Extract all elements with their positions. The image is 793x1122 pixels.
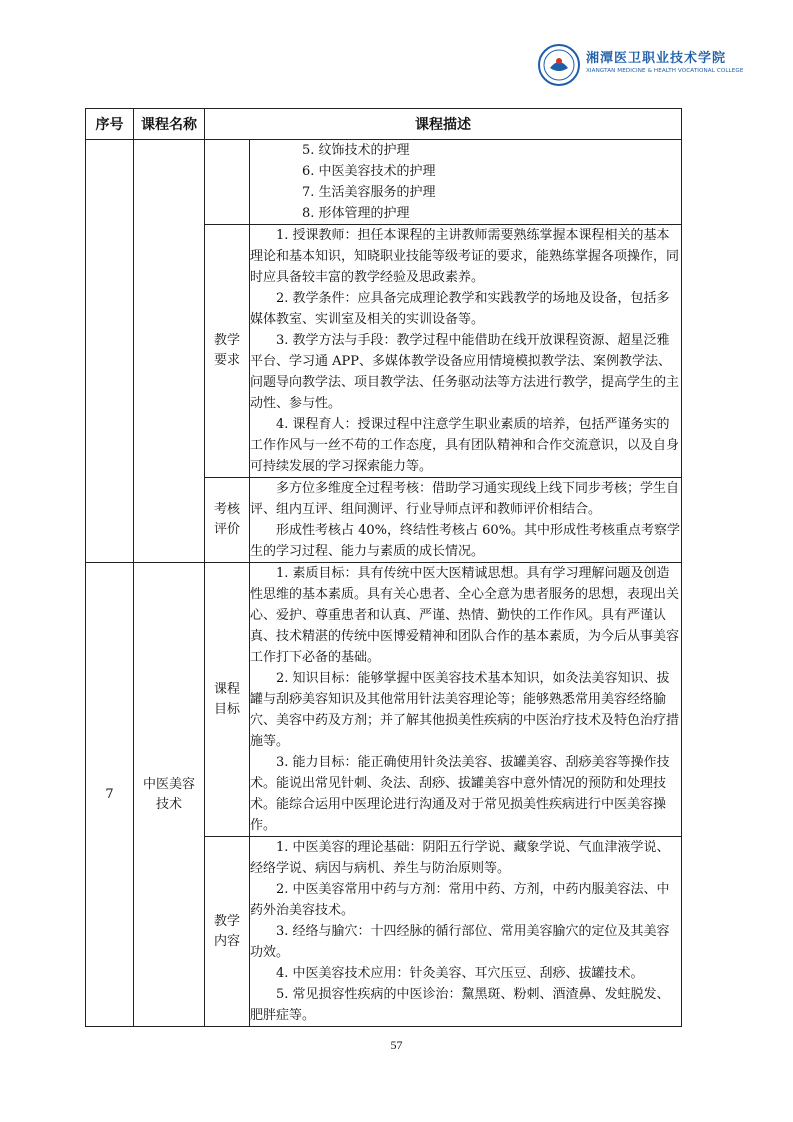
eval-paragraph: 形成性考核占 40%，终结性考核占 60%。其中形成性考核重点考察学生的学习过程、能力与素质的成长情况。 [250, 523, 681, 559]
req-cell [250, 225, 682, 478]
goal-paragraph: 2. 知识目标：能够掌握中医美容技术基本知识，如灸法美容知识、拔罐与刮痧美容知识及其他常用针法美容理论等；能够熟悉常用美容经络腧穴、美容中药及方剂；并了解其他损美性疾病的中医治疗技术及特色治疗措施等。 [250, 671, 680, 749]
goal-label-line: 目标 [213, 701, 240, 717]
eval-paragraph: 多方位多维度全过程考核：借助学习通实现线上线下同步考核；学生自评、组内互评、组间测评、行业导师点评和教师评价相结合。 [250, 481, 680, 517]
eval-label-line: 考核 [213, 502, 240, 517]
college-name-cn: 湘潭医卫职业技术学院 [586, 51, 727, 66]
eval-label-cell [205, 478, 250, 563]
prev-content-label-cell [205, 140, 250, 225]
content-cell [250, 837, 682, 1027]
goal-cell [250, 563, 682, 837]
prev-number-cell [86, 140, 134, 563]
eval-label-line: 评价 [213, 522, 240, 537]
content-label-line: 内容 [213, 933, 240, 949]
req-paragraph: 1. 授课教师：担任本课程的主讲教师需要熟练掌握本课程相关的基本理论和基本知识，知晓职业技能等级考证的要求，能熟练掌握各项操作，同时应具备较丰富的教学经验及思政素养。 [250, 228, 680, 285]
header-number: 序号 [86, 109, 134, 140]
table-row [86, 563, 682, 837]
list-item: 6. 中医美容技术的护理 [302, 164, 436, 179]
req-label-line: 教学 [213, 333, 240, 348]
req-paragraph: 4. 课程育人：授课过程中注意学生职业素质的培养，包括严谨务实的工作作风与一丝不苟的工作态度，具有团队精神和合作交流意识，以及自身可持续发展的学习探索能力等。 [250, 417, 680, 474]
header-course-name: 课程名称 [134, 109, 205, 140]
prev-content-cell [250, 140, 682, 225]
course-name-line: 技术 [155, 796, 182, 812]
course-name-line: 中医美容 [142, 776, 195, 792]
req-label-line: 要求 [213, 353, 240, 368]
content-paragraph: 5. 常见损容性疾病的中医诊治：黧黑斑、粉刺、酒渣鼻、发蛀脱发、肥胖症等。 [250, 987, 670, 1023]
content-paragraph: 3. 经络与腧穴：十四经脉的循行部位、常用美容腧穴的定位及其美容功效。 [250, 924, 670, 960]
table-row [86, 140, 682, 225]
course-name-cell [134, 563, 205, 1027]
course-number-cell: 7 [86, 563, 134, 1027]
list-item: 7. 生活美容服务的护理 [302, 185, 436, 200]
req-paragraph: 2. 教学条件：应具备完成理论教学和实践教学的场地及设备，包括多媒体教室、实训室及相关的实训设备等。 [250, 291, 670, 327]
college-seal-icon [538, 44, 580, 86]
header-course-description: 课程描述 [205, 109, 682, 140]
list-item: 5. 纹饰技术的护理 [302, 143, 410, 158]
eval-cell [250, 478, 682, 563]
goal-paragraph: 3. 能力目标：能正确使用针灸法美容、拔罐美容、刮痧美容等操作技术。能说出常见针刺、灸法、刮痧、拔罐美容中意外情况的预防和处理技术。能综合运用中医理论进行沟通及对于常见损美性疾病进行中医美容操作。 [250, 755, 670, 833]
table-header-row [86, 109, 682, 140]
list-item: 8. 形体管理的护理 [302, 206, 410, 221]
goal-label-line: 课程 [213, 681, 240, 697]
content-paragraph: 1. 中医美容的理论基础：阴阳五行学说、藏象学说、气血津液学说、经络学说、病因与病机、养生与防治原则等。 [250, 840, 670, 876]
course-table [85, 108, 682, 1027]
req-paragraph: 3. 教学方法与手段：教学过程中能借助在线开放课程资源、超星泛雅平台、学习通 APP、多媒体教学设备应用情境模拟教学法、案例教学法、问题导向教学法、项目教学法、任务驱动法等方法进行教学，提高学生的主动性、参与性。 [250, 333, 680, 411]
goal-label-cell [205, 563, 250, 837]
content-label-line: 教学 [213, 913, 240, 929]
goal-paragraph: 1. 素质目标：具有传统中医大医精诚思想。具有学习理解问题及创造性思维的基本素质。具有关心患者、全心全意为患者服务的思想，表现出关心、爱护、尊重患者和认真、严谨、热情、勤快的工作作风。具有严谨认真、技术精湛的传统中医博爱精神和团队合作的基本素质，为今后从事美容工作打下必备的基础。 [250, 566, 680, 665]
page-number: 57 [390, 1038, 403, 1052]
content-paragraph: 2. 中医美容常用中药与方剂：常用中药、方剂，中药内服美容法、中药外治美容技术。 [250, 882, 670, 918]
prev-name-cell [134, 140, 205, 563]
content-label-cell [205, 837, 250, 1027]
req-label-cell [205, 225, 250, 478]
college-logo [538, 44, 758, 88]
college-name-en: XIANGTAN MEDICINE & HEALTH VOCATIONAL COLLEGE [586, 68, 744, 74]
content-paragraph: 4. 中医美容技术应用：针灸美容、耳穴压豆、刮痧、拔罐技术。 [276, 966, 644, 981]
